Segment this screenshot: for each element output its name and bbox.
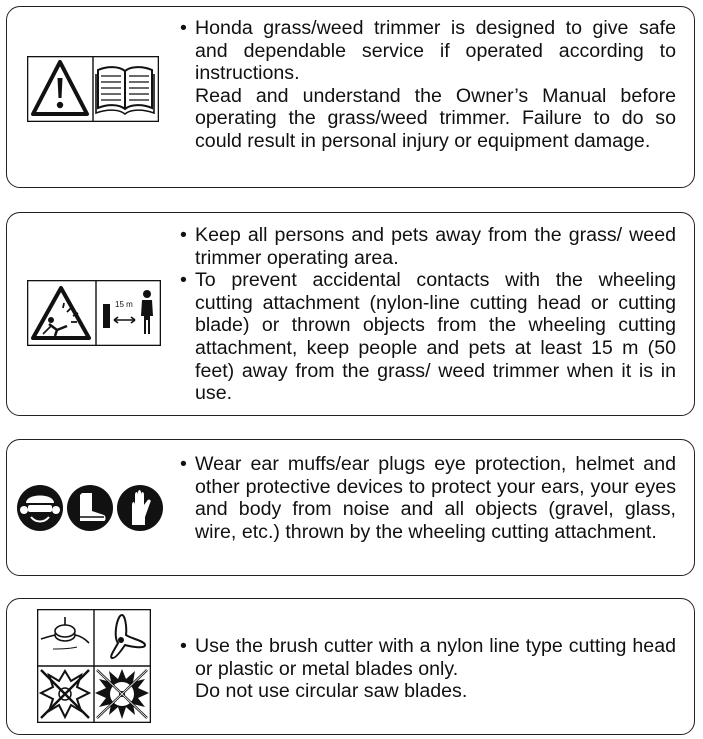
panel-text (179, 224, 676, 405)
no-circular-saw-icon (95, 669, 149, 719)
distance-label: 15 m (115, 300, 133, 309)
icon-group (16, 483, 164, 533)
warning-panel-manual (6, 6, 695, 188)
panel-text (179, 17, 676, 153)
panel-text (179, 635, 676, 703)
icon-group (27, 280, 161, 346)
safety-boot-icon (67, 485, 113, 531)
helmet-visor-earmuff-icon (17, 485, 63, 531)
warning-panel-protective-gear (6, 439, 695, 576)
icon-group (27, 56, 159, 122)
no-metal-blade-icon (41, 670, 89, 718)
bullet-item: • Honda grass/weed trimmer is designed to give safe and dependable service if operated according to instructions. (179, 17, 676, 85)
bullet-item: • Use the brush cutter with a nylon line type cutting head or plastic or metal blades only. (179, 635, 676, 680)
paragraph: Read and understand the Owner’s Manual before operating the grass/weed trimmer. Failure to do so could result in personal injury or equipment damage. (195, 84, 676, 152)
warning-panel-attachments (6, 598, 695, 735)
bullet-item: • Keep all persons and pets away from the grass/ weed trimmer operating area. (179, 224, 676, 269)
paragraph: Do not use circular saw blades. (195, 680, 468, 703)
bullet-item: • Wear ear muffs/ear plugs eye protection, helmet and other protective devices to protect your ears, your eyes and body from noise and all objects (gravel, glass, wire, etc.) thrown by the wheeling cutting attachment. (179, 453, 676, 543)
glove-icon (117, 485, 163, 531)
panel-text (179, 453, 676, 543)
bullet-item: • To prevent accidental contacts with the wheeling cutting attachment (nylon-line cutting head or cutting blade) or thrown objects from the wheeling cutting attachment, keep people and pets at least 15 m (50 feet) away from the grass/ weed trimmer when it is in use. (179, 269, 676, 405)
warning-panel-bystanders (6, 212, 695, 416)
icon-group (37, 609, 151, 723)
